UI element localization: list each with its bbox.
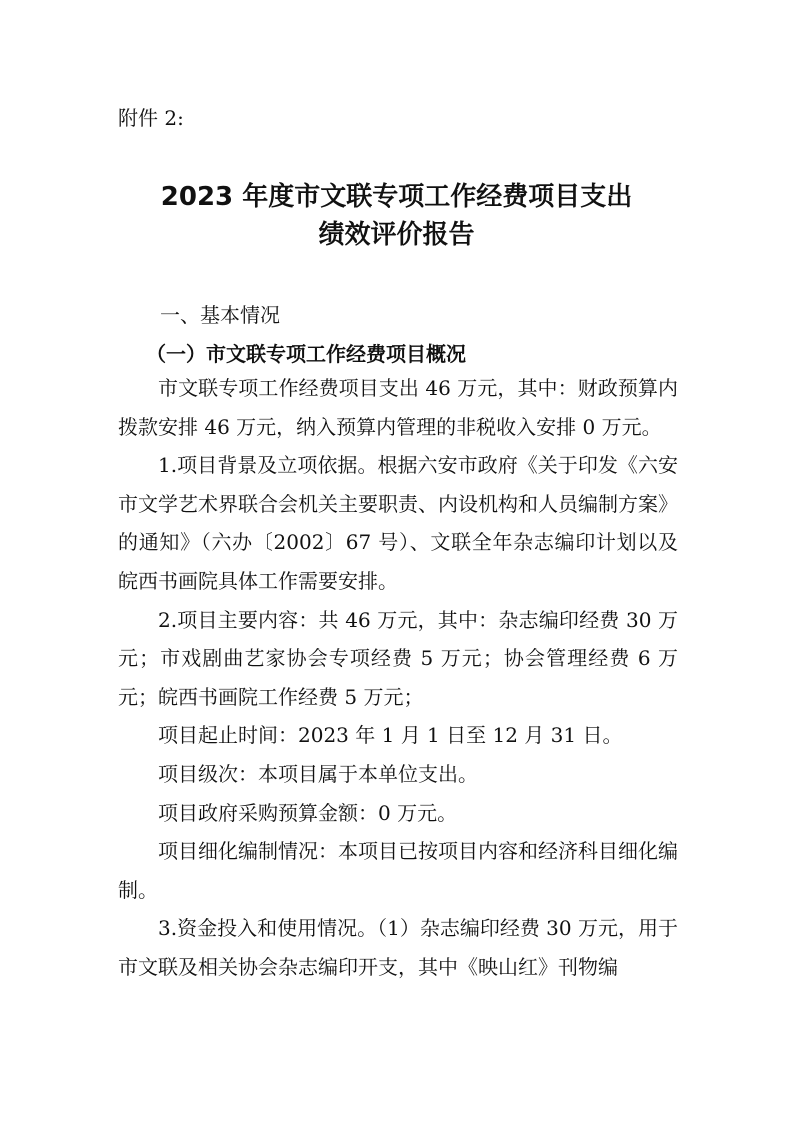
paragraph-project-background: 1.项目背景及立项依据。根据六安市政府《关于印发《六安市文学艺术界联合会机关主要职责、内设机构和人员编制方案》的通知》（六办〔2002〕67 号）、文联全年杂志编印计划以及皖西书画院具体工作需要安排。 bbox=[118, 453, 678, 593]
subsection-heading-project-overview: （一）市文联专项工作经费项目概况 bbox=[146, 342, 466, 366]
body-text bbox=[118, 369, 678, 987]
paragraph-fund-usage: 3.资金投入和使用情况。（1）杂志编印经费 30 万元，用于市文联及相关协会杂志编印开支，其中《映山红》刊物编 bbox=[118, 916, 678, 979]
paragraph-project-content: 2.项目主要内容：共 46 万元，其中：杂志编印经费 30 万元；市戏剧曲艺家协会专项经费 5 万元；协会管理经费 6 万元；皖西书画院工作经费 5 万元； bbox=[118, 607, 678, 709]
paragraph-procurement-budget: 项目政府采购预算金额：0 万元。 bbox=[158, 800, 458, 825]
paragraph-budget-detail: 项目细化编制情况：本项目已按项目内容和经济科目细化编制。 bbox=[118, 839, 678, 902]
paragraph-project-period: 项目起止时间：2023 年 1 月 1 日至 12 月 31 日。 bbox=[158, 723, 623, 748]
report-title-line-2: 绩效评价报告 bbox=[318, 220, 475, 250]
paragraph-funding-summary: 市文联专项工作经费项目支出 46 万元，其中：财政预算内拨款安排 46 万元，纳入预算内管理的非税收入安排 0 万元。 bbox=[118, 376, 678, 439]
section-heading-basic-info: 一、基本情况 bbox=[160, 303, 280, 327]
paragraph-project-level: 项目级次：本项目属于本单位支出。 bbox=[158, 761, 478, 786]
report-title-line-1: 2023 年度市文联专项工作经费项目支出 bbox=[160, 182, 633, 212]
attachment-label: 附件 2: bbox=[118, 106, 184, 130]
